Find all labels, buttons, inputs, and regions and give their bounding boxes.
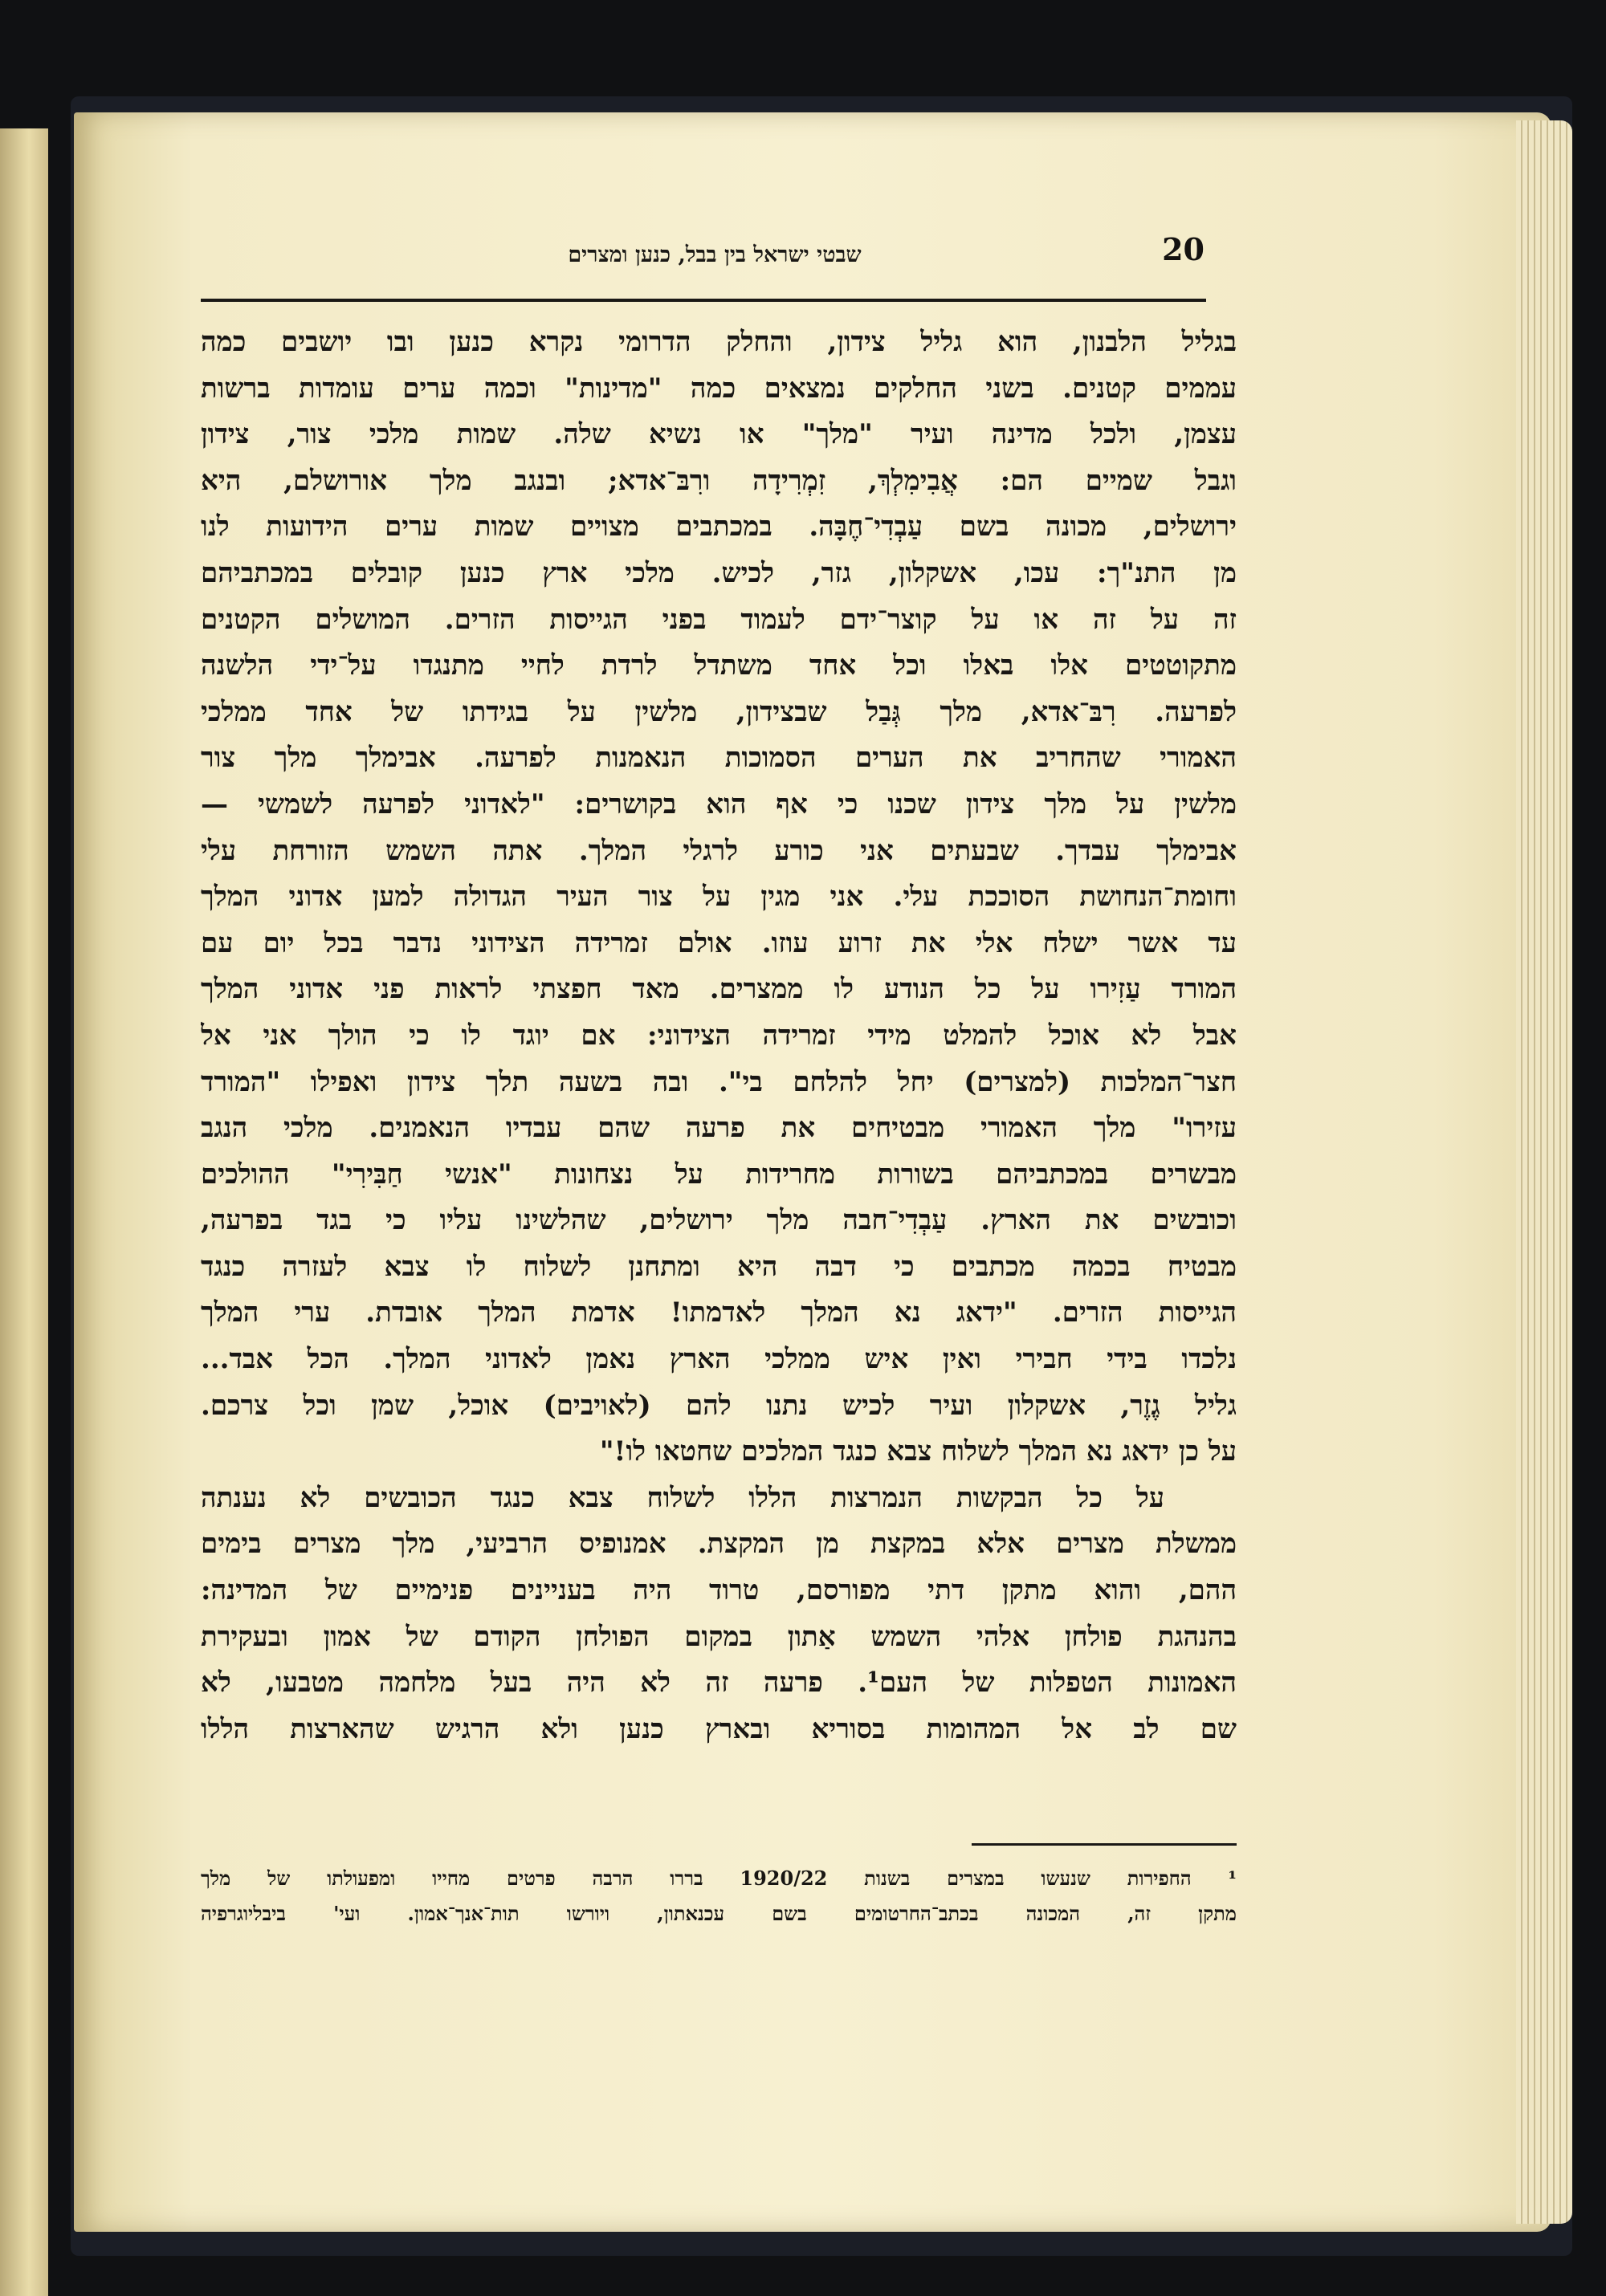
footnote-line: מתקן זה, המכונה בכתב־החרטומים בשם עכנאתון, ויורשו תות־אנך־אמון. ועי' ביבליוגרפיה: [201, 1902, 1237, 1925]
text-line: וגבל שמיים הם: אֲבִימִלְךְ, זִמְרִידָה ורִבּ־אדא; ובנגב מלך אורושלם, היא: [201, 464, 1237, 497]
text-line: מלשין על מלך צידון שכנו כי אף הוא בקושרים: "לאדוני לפרעה לשמשי —: [201, 788, 1237, 820]
text-line: עצמן, ולכל מדינה ועיר "מלך" או נשיא שלה. שמות מלכי צור, צידון: [201, 418, 1237, 451]
text-line: בהנהגת פולחן אלהי השמש אַתון במקום הפולחן הקודם של אמון ובעקירת: [201, 1620, 1237, 1653]
left-page-edge: [0, 128, 48, 2296]
text-line: על כל הבקשות הנמרצות הללו לשלוח צבא כנגד הכובשים לא נענתה: [201, 1481, 1164, 1514]
text-line: המורד עַזִירו על כל הנודע לו ממצרים. מאד חפצתי לראות פני אדוני המלך: [201, 973, 1237, 1006]
text-line: על כן ידאג נא המלך לשלוח צבא כנגד המלכים שחטאו לו!": [599, 1435, 1237, 1468]
text-line: חצר־המלכות (למצרים) יחל להלחם בי". ובה בשעה תלך צידון ואפילו "המורד: [201, 1065, 1237, 1098]
text-line: ההם, והוא מתקן דתי מפורסם, טרוד היה בעניינים פנימיים של המדינה:: [201, 1574, 1237, 1607]
text-line: ממשלת מצרים אלא במקצת מן המקצת. אמנופיס הרביעי, מלך מצרים בימים: [201, 1528, 1237, 1561]
footnotes: [201, 1861, 1237, 1932]
text-line: עממים קטנים. בשני החלקים נמצאים כמה "מדינות" וכמה ערים עומדות ברשות: [201, 372, 1237, 405]
text-line: וכובשים את הארץ. עַבְדִי־חבה מלך ירושלים, שהלשינו עליו כי בגד בפרעה,: [201, 1204, 1237, 1237]
text-line: גליל גֶזֶר, אשקלון ועיר לכיש נתנו להם (לאויבים) אוכל, שמן וכל צרכם.: [201, 1389, 1237, 1422]
page-number: 20: [1162, 231, 1204, 267]
text-line: זה על זה או על קוצר־ידם לעמוד בפני הגייסות הזרים. המושלים הקטנים: [201, 603, 1237, 636]
text-line: הגייסות הזרים. "ידאג נא המלך לאדמתו! אדמת המלך אובדת. ערי המלך: [201, 1297, 1237, 1329]
page-stack-edge: [1516, 120, 1572, 2224]
text-line: מן התנ"ך: עכו, אשקלון, גזר, לכיש. מלכי ארץ כנען קובלים במכתביהם: [201, 556, 1237, 589]
footnote-rule: [972, 1843, 1237, 1846]
text-line: וחומת־הנחושת הסוככת עלי. אני מגין על צור העיר הגדולה למען אדוני המלך: [201, 881, 1237, 914]
text-line: נלכדו בידי חבירי ואין איש ממלכי הארץ נאמן לאדוני המלך. הכל אבד...: [201, 1343, 1237, 1376]
page-header: [201, 231, 1204, 279]
text-line: בגליל הלבנון, הוא גליל צידון, והחלק הדרומי נקרא כנען ובו יושבים כמה: [201, 326, 1237, 358]
running-title: שבטי ישראל בין בבל, כנען ומצרים: [568, 242, 862, 267]
body-text: [201, 320, 1237, 1753]
text-line: לפרעה. רִבּ־אדא, מלך גְּבַל שבצידון, מלשין על בגידתו של אחד ממלכי: [201, 695, 1237, 728]
text-line: מבשרים במכתביהם בשורות מחרידות על נצחונות "אנשי חַבִּירִי" ההולכים: [201, 1158, 1237, 1191]
text-line: אבל לא אוכל להמלט מידי זמרידה הצידוני: אם יוגד לו כי הולך אני אל: [201, 1019, 1237, 1052]
header-rule: [201, 299, 1206, 302]
text-line: עזירו" מלך האמורי מבטיחים את פרעה שהם עבדיו הנאמנים. מלכי הנגב: [201, 1112, 1237, 1145]
text-line: מבטיח בכמה מכתבים כי דבה היא ומתחנן לשלוח לו צבא לעזרה כנגד: [201, 1250, 1237, 1283]
footnote-line: ¹ החפירות שנעשו במצרים בשנות 1920/22 בררו הרבה פרטים מחייו ומפעולתו של מלך: [201, 1867, 1237, 1890]
text-line: ירושלים, מכונה בשם עַבְדִי־חֶבָּה. במכתבים מצויים שמות ערים הידועות לנו: [201, 511, 1237, 543]
text-line: שם לב אל המהומות בסוריא ובארץ כנען ולא הרגיש שהארצות הללו: [201, 1712, 1237, 1745]
text-line: אבימלך עבדך. שבעתים אני כורע לרגלי המלך. אתה השמש הזורחת עלי: [201, 834, 1237, 867]
text-line: עד אשר ישלח אלי את זרוע עוזו. אולם זמרידה הצידוני נדבר בכל יום עם: [201, 926, 1237, 959]
text-line: האמונות הטפלות של העם¹. פרעה זה לא היה בעל מלחמה מטבעו, לא: [201, 1667, 1237, 1700]
text-line: מתקוטטים אלו באלו וכל אחד משתדל לרדת לחיי מתנגדו על־ידי הלשנה: [201, 649, 1237, 682]
text-line: האמורי שהחריב את הערים הסמוכות הנאמנות לפרעה. אבימלך מלך צור: [201, 742, 1237, 775]
